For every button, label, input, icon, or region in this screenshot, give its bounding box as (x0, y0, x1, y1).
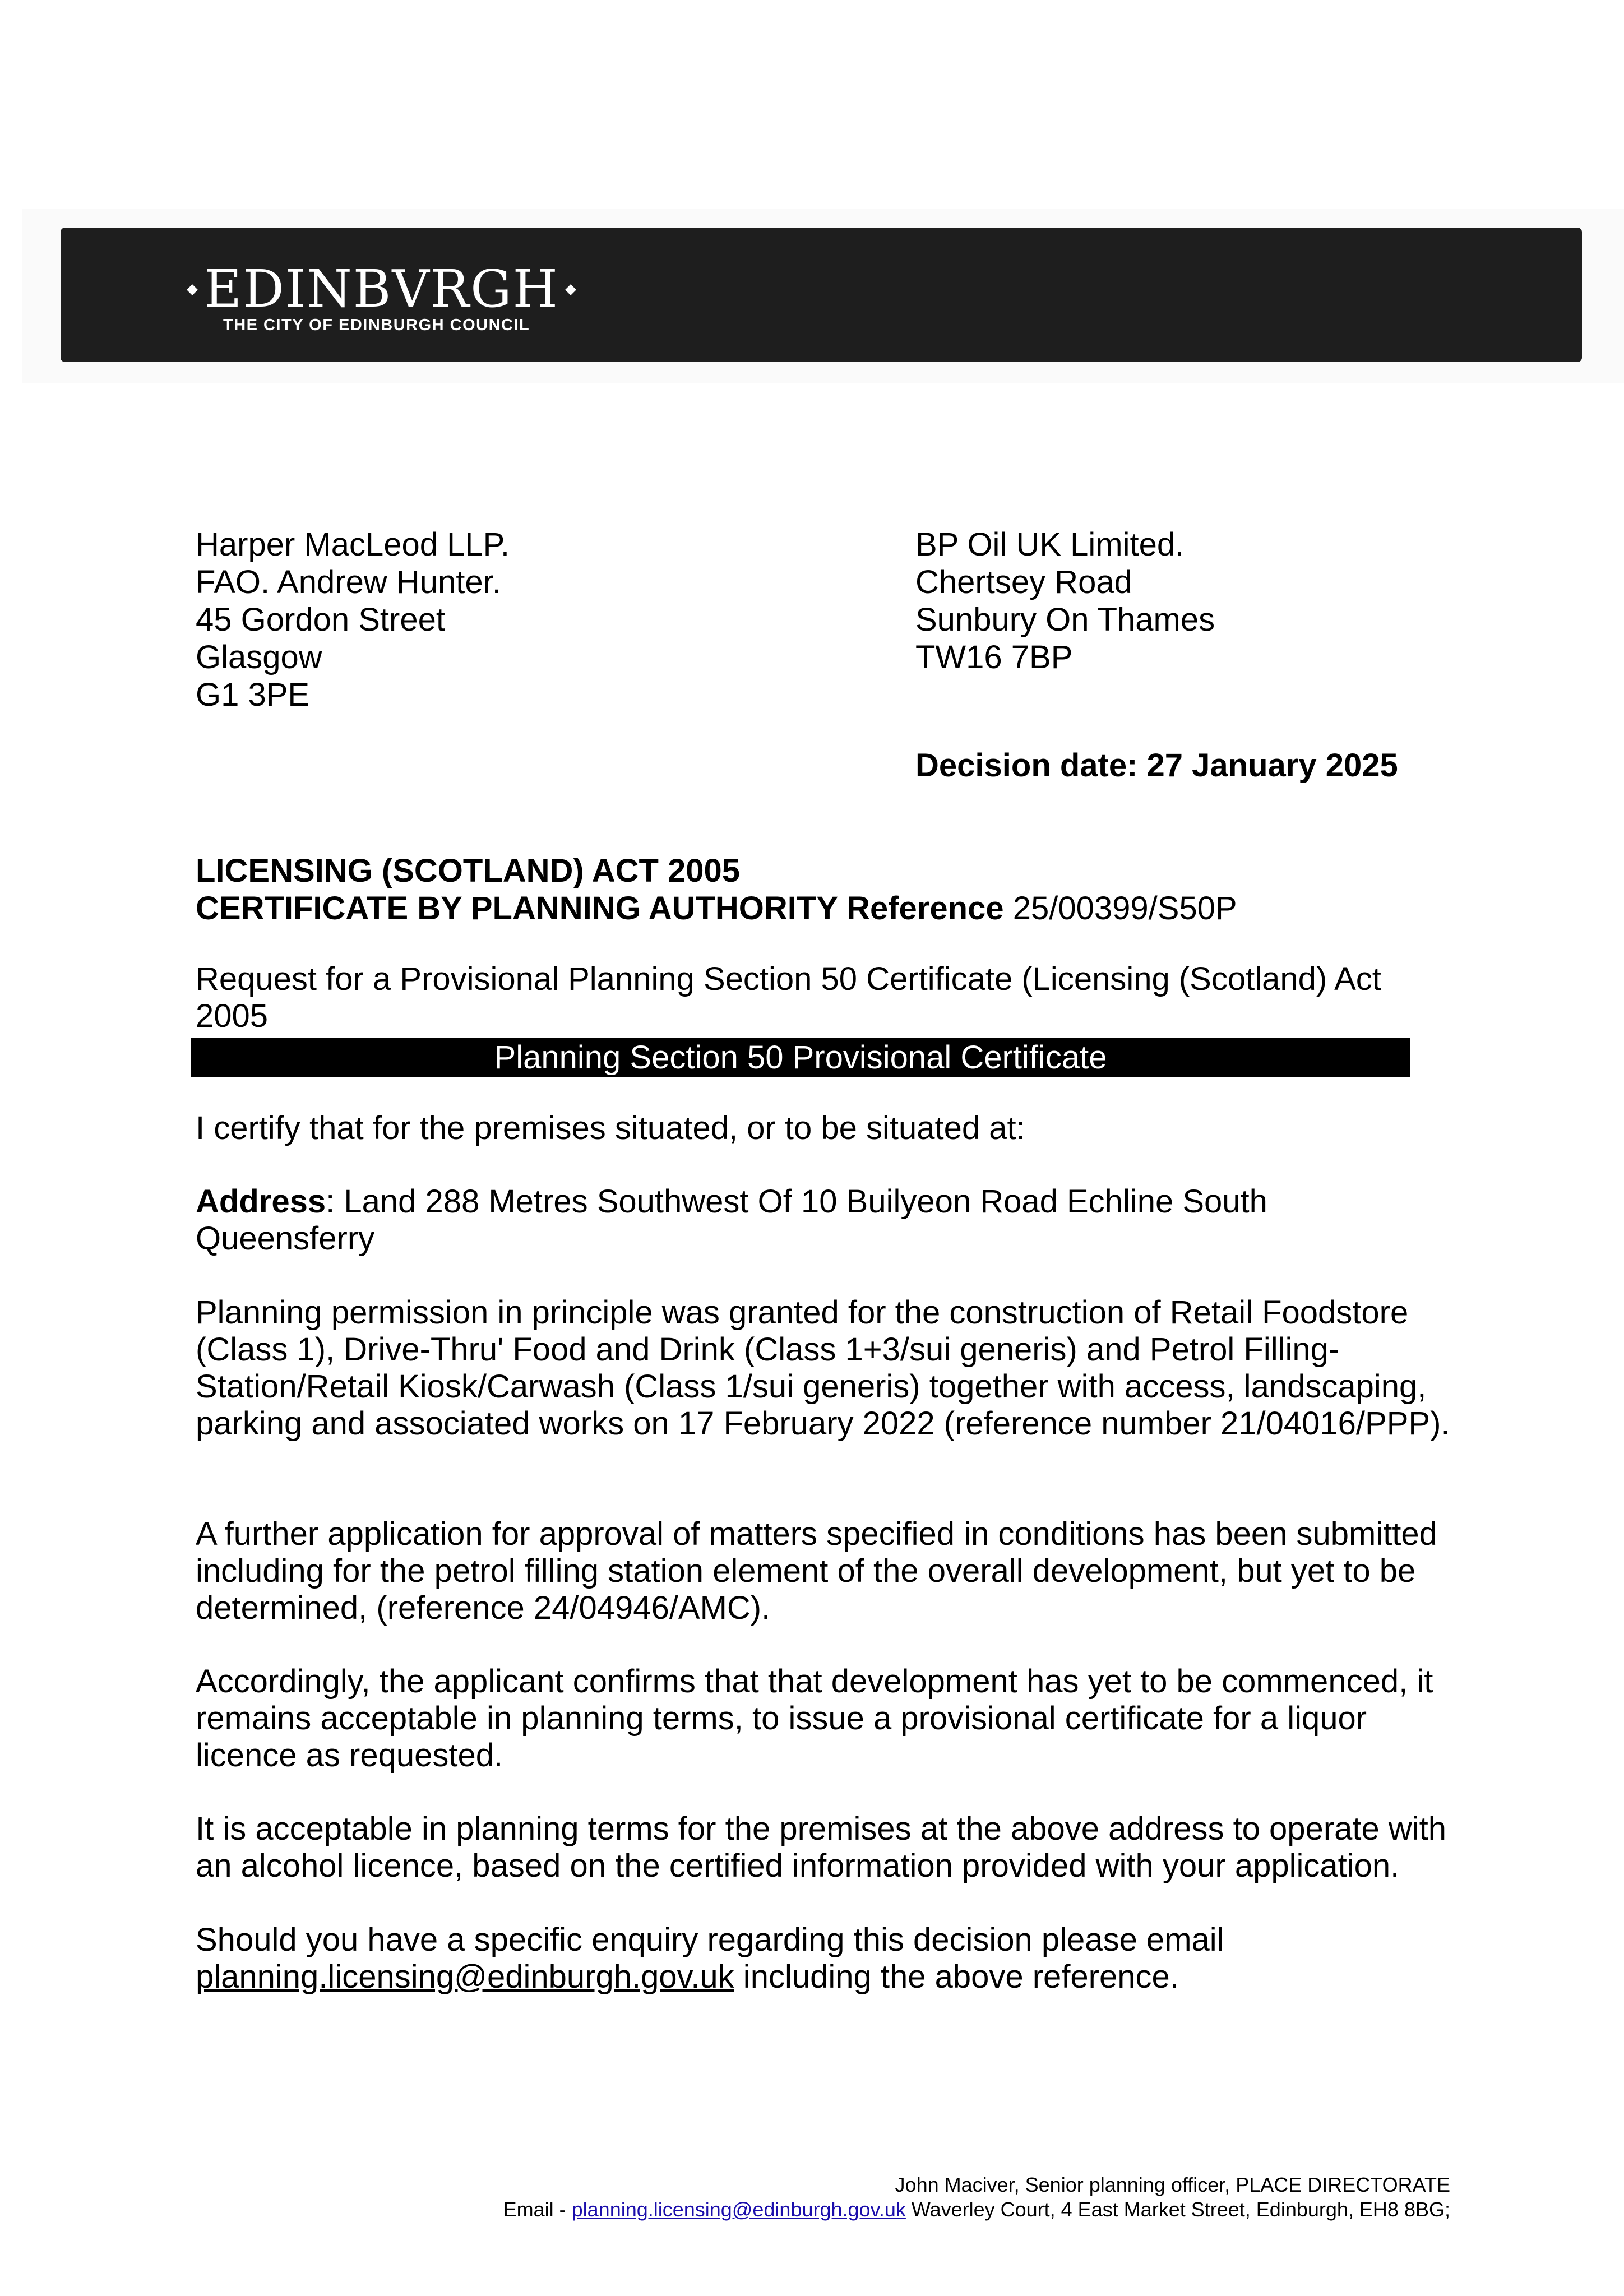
enquiry-text: Should you have a specific enquiry regarding this decision please email (196, 1922, 1224, 1958)
paragraph-permission: Planning permission in principle was granted for the construction of Retail Foodstore (Class 1), Drive-Thru' Food and Drink (Class 1+3/sui generis) and Petrol Filling-Station/Retail Kiosk/Carwash (Class 1/sui generis) together with access, landscaping, parking and associated works on 17 February 2022 (reference number 21/04016/PPP). (196, 1294, 1450, 1442)
addressee-line: Harper MacLeod LLP. (196, 526, 510, 563)
addressee-line: FAO. Andrew Hunter. (196, 564, 501, 600)
footer-contact (503, 2197, 1450, 2222)
certificate-reference-line (196, 890, 1237, 927)
footer-officer: John Maciver, Senior planning officer, PLACE DIRECTORATE (895, 2173, 1450, 2196)
enquiry-text-end: including the above reference. (734, 1959, 1179, 1995)
diamond-icon (187, 284, 198, 295)
addressee-line: Glasgow (196, 639, 322, 675)
request-text: Request for a Provisional Planning Section 50 Certificate (Licensing (Scotland) Act 2005 (196, 961, 1381, 1034)
premises-address (196, 1183, 1317, 1257)
paragraph-acceptable: It is acceptable in planning terms for the premises at the above address to operate with an alcohol licence, based on the certified information provided with your application. (196, 1811, 1447, 1884)
paragraph-further-application: A further application for approval of matters specified in conditions has been submitted including for the petrol filling station element of the overall development, but yet to be determined, (reference 24/04946/AMC). (196, 1516, 1437, 1626)
decision-date: Decision date: 27 January 2025 (915, 747, 1398, 784)
footer-email-link[interactable]: planning.licensing@edinburgh.gov.uk (571, 2198, 906, 2221)
footer-address: Waverley Court, 4 East Market Street, Edinburgh, EH8 8BG; (905, 2198, 1450, 2221)
logo-wordmark: EDINBVRGH (204, 259, 559, 319)
address-label: Address (196, 1183, 326, 1220)
reference-number: 25/00399/S50P (1003, 890, 1237, 927)
address-value: : Land 288 Metres Southwest Of 10 Builyeon Road Echline South Queensferry (196, 1183, 1267, 1257)
enquiry-email-link[interactable]: planning.licensing@edinburgh.gov.uk (196, 1959, 734, 1995)
applicant-line: BP Oil UK Limited. (915, 526, 1185, 563)
addressee-line: 45 Gordon Street (196, 601, 445, 638)
logo-subtitle: THE CITY OF EDINBURGH COUNCIL (223, 316, 530, 334)
addressee-line: G1 3PE (196, 677, 310, 713)
certify-text: I certify that for the premises situated, or to be situated at: (196, 1110, 1025, 1146)
paragraph-accordingly: Accordingly, the applicant confirms that that development has yet to be commenced, it remains acceptable in planning terms, to issue a provisional certificate for a liquor licence as requested. (196, 1663, 1433, 1774)
applicant-line: Chertsey Road (915, 564, 1132, 600)
diamond-icon (565, 284, 576, 295)
applicant-line: TW16 7BP (915, 639, 1073, 675)
addressee-block (196, 526, 510, 714)
certificate-banner: Planning Section 50 Provisional Certificate (191, 1038, 1410, 1077)
applicant-line: Sunbury On Thames (915, 601, 1215, 638)
applicant-block (915, 526, 1215, 676)
council-logo (181, 259, 582, 319)
paragraph-enquiry (196, 1922, 1468, 1996)
footer-email-prefix: Email - (503, 2198, 572, 2221)
act-title: LICENSING (SCOTLAND) ACT 2005 (196, 853, 741, 889)
act-heading (196, 852, 1237, 927)
certificate-heading: CERTIFICATE BY PLANNING AUTHORITY Reference (196, 890, 1004, 927)
